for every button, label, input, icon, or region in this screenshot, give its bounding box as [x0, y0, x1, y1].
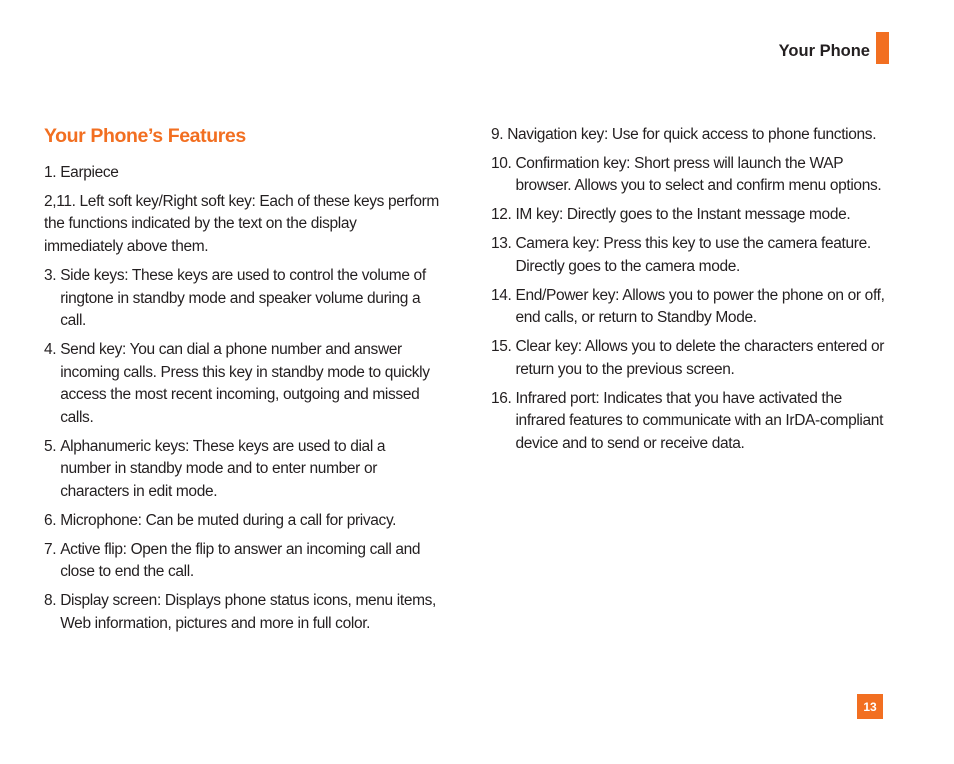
item-text: Side keys: These keys are used to control the volume of ringtone in standby mode and speaker volume during a call. [60, 266, 426, 330]
list-item [491, 233, 891, 278]
header-accent-bar [876, 32, 889, 64]
item-text: Alphanumeric keys: These keys are used to dial a number in standby mode and to enter number or characters in edit mode. [60, 437, 386, 500]
right-column [491, 124, 891, 462]
list-item [44, 539, 439, 584]
item-text: Navigation key: Use for quick access to phone functions. [507, 126, 877, 143]
list-item [44, 510, 439, 533]
item-text: End/Power key: Allows you to power the phone on or off, end calls, or return to Standby Mode. [515, 286, 885, 327]
item-number: 15. [491, 338, 516, 356]
item-text: Confirmation key: Short press will launch the WAP browser. Allows you to select and confirm menu options. [515, 154, 882, 195]
item-number: 1. [44, 164, 61, 181]
item-number: 8. [44, 592, 61, 610]
list-item [44, 162, 439, 185]
item-number: 2,11. [44, 192, 80, 210]
header-title: Your Phone [778, 41, 870, 60]
list-item [491, 153, 891, 198]
item-text: Camera key: Press this key to use the camera feature. Directly goes to the camera mode. [515, 235, 871, 275]
list-item [44, 339, 439, 429]
item-number: 10. [491, 154, 516, 172]
item-number: 9. [491, 126, 508, 143]
list-item [491, 124, 891, 147]
item-text: Earpiece [60, 164, 119, 181]
item-number: 3. [44, 266, 61, 284]
item-text: Infrared port: Indicates that you have activated the infrared features to communicate with an IrDA-compliant device and to send or receive data. [515, 389, 884, 452]
page-header [779, 32, 889, 64]
item-text: Display screen: Displays phone status icons, menu items, Web information, pictures and more in full color. [60, 592, 437, 632]
item-number: 13. [491, 235, 516, 253]
item-number: 16. [491, 389, 516, 407]
item-number: 6. [44, 511, 61, 529]
item-number: 5. [44, 437, 61, 455]
section-title: Your Phone’s Features [44, 125, 246, 147]
list-item [44, 191, 439, 259]
left-column [44, 162, 439, 642]
item-text: IM key: Directly goes to the Instant message mode. [515, 206, 851, 224]
page-number: 13 [857, 694, 883, 719]
item-text: Send key: You can dial a phone number and answer incoming calls. Press this key in standby mode to quickly access the most recent incoming, outgoing and missed calls. [60, 341, 430, 426]
item-number: 12. [491, 206, 516, 224]
list-item [491, 388, 891, 456]
list-item [491, 336, 891, 381]
item-text: Active flip: Open the flip to answer an incoming call and close to end the call. [60, 540, 421, 581]
list-item [491, 285, 891, 330]
list-item [44, 590, 439, 635]
list-item [491, 204, 891, 227]
item-text: Microphone: Can be muted during a call for privacy. [60, 511, 397, 529]
item-number: 14. [491, 286, 516, 304]
item-text: Left soft key/Right soft key: Each of these keys perform the functions indicated by the text on the display immediately above them. [44, 192, 439, 256]
list-item [44, 436, 439, 504]
list-item [44, 265, 439, 333]
item-number: 4. [44, 341, 61, 359]
item-number: 7. [44, 540, 61, 558]
item-text: Clear key: Allows you to delete the characters entered or return you to the previous screen. [515, 338, 885, 378]
